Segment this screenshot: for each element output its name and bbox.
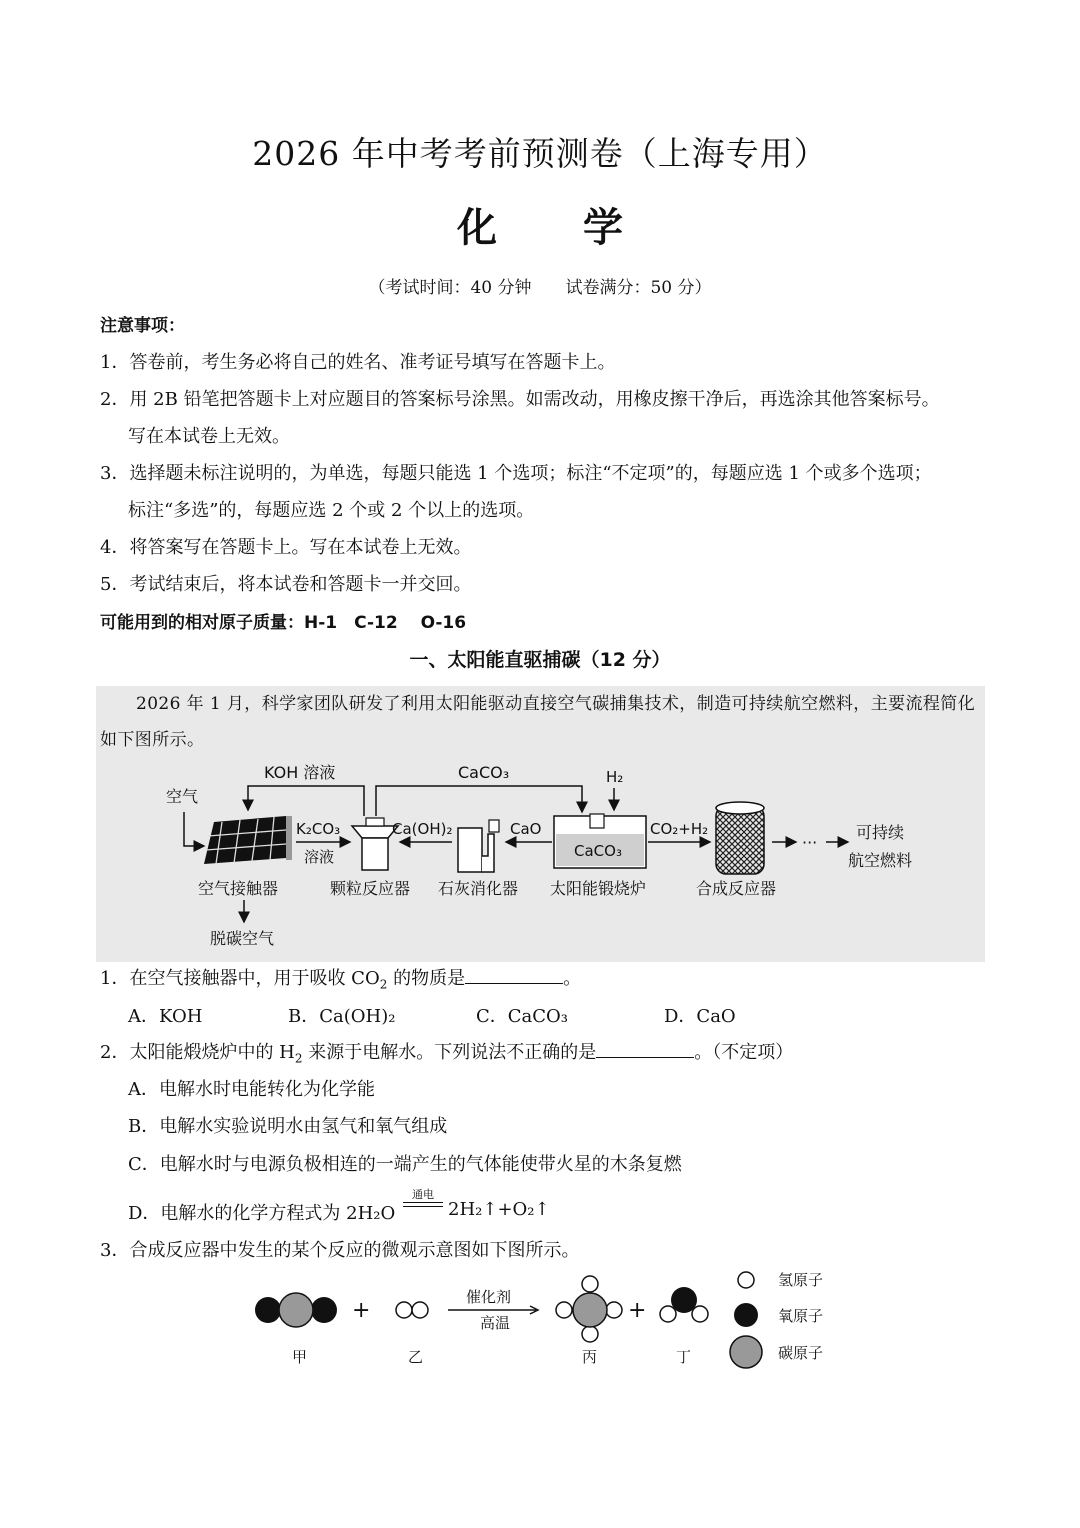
micro-reaction-diagram xyxy=(240,1266,860,1396)
molecule-bing xyxy=(556,1276,622,1342)
label-synthesis: 合成反应器 xyxy=(696,879,777,898)
lime-slaker-icon xyxy=(458,820,499,872)
exam-title: 2026 年中考考前预测卷（上海专用） xyxy=(252,134,828,173)
process-flow-diagram xyxy=(96,760,985,960)
label-solution: 溶液 xyxy=(304,848,335,866)
note-item-1: 1．答卷前，考生务必将自己的姓名、准考证号填写在答题卡上。 xyxy=(100,352,616,373)
label-koh: KOH 溶液 xyxy=(264,763,336,782)
arrow-caco3 xyxy=(376,786,582,816)
note-item-2: 2．用 2B 铅笔把答题卡上对应题目的答案标号涂黑。如需改动，用橡皮擦干净后，再选涂其他答案标号。 xyxy=(100,389,940,410)
arrow-koh-return xyxy=(248,786,364,816)
atom-legend xyxy=(730,1271,823,1368)
subject-title: 化 学 xyxy=(457,204,659,251)
molecule-ding xyxy=(660,1287,708,1322)
label-fuel-1: 可持续 xyxy=(856,823,905,842)
plus-1: + xyxy=(352,1298,371,1323)
legend-hydrogen: 氢原子 xyxy=(778,1271,824,1289)
molecule-yi xyxy=(396,1302,428,1318)
q2-equals-sign xyxy=(403,1202,443,1207)
note-item-3-cont: 标注“多选”的，每题应选 2 个或 2 个以上的选项。 xyxy=(128,500,535,521)
label-yi: 乙 xyxy=(408,1348,424,1366)
arrow-air-in xyxy=(184,812,204,846)
legend-hydrogen-icon xyxy=(738,1272,754,1288)
label-k2co3: K₂CO₃ xyxy=(296,820,341,838)
q2-option-b[interactable]: B．电解水实验说明水由氢气和氧气组成 xyxy=(128,1116,448,1137)
q2-products: 2H₂↑+O₂↑ xyxy=(448,1199,550,1220)
legend-oxygen-icon xyxy=(734,1303,758,1327)
question-2-stem: 2．太阳能煅烧炉中的 $H_2$ 来源于电解水。下列说法不正确的是 。（不定项） xyxy=(100,1042,794,1066)
label-h2: H₂ xyxy=(606,768,624,786)
exam-time-info: （考试时间：40 分钟 试卷满分：50 分） xyxy=(368,278,712,298)
label-caoh2: Ca(OH)₂ xyxy=(392,820,453,838)
q2-option-c[interactable]: C．电解水时与电源负极相连的一端产生的气体能使带火星的木条复燃 xyxy=(128,1154,682,1175)
note-item-3: 3．选择题未标注说明的，为单选，每题只能选 1 个选项；标注“不定项”的，每题应选 1 个或多个选项； xyxy=(100,463,932,484)
atomic-mass-info: 可能用到的相对原子质量：H-1 C-12 O-16 xyxy=(100,613,467,633)
label-co2h2: CO₂+H₂ xyxy=(650,820,709,838)
label-calciner: 太阳能锻烧炉 xyxy=(550,879,647,898)
label-catalyst: 催化剂 xyxy=(466,1288,512,1306)
question-3-stem: 3．合成反应器中发生的某个反应的微观示意图如下图所示。 xyxy=(100,1240,580,1261)
note-item-5: 5．考试结束后，将本试卷和答题卡一并交回。 xyxy=(100,574,472,595)
note-item-4: 4．将答案写在答题卡上。写在本试卷上无效。 xyxy=(100,537,472,558)
label-caco3-top: CaCO₃ xyxy=(458,763,510,782)
note-item-2-cont: 写在本试卷上无效。 xyxy=(128,426,290,447)
section-title: 一、太阳能直驱捕碳（12 分） xyxy=(409,649,671,671)
label-fuel-2: 航空燃料 xyxy=(848,851,913,870)
q1-option-a[interactable]: A．KOH xyxy=(128,1006,203,1027)
label-air: 空气 xyxy=(166,787,199,806)
label-air-contactor: 空气接触器 xyxy=(198,879,279,898)
label-ding: 丁 xyxy=(676,1348,692,1366)
q2-option-d[interactable]: D．电解水的化学方程式为 2H₂O xyxy=(128,1203,396,1224)
air-contactor-icon xyxy=(204,816,292,864)
plus-2: + xyxy=(628,1298,647,1323)
label-caco3-box: CaCO₃ xyxy=(574,842,622,860)
molecule-jia xyxy=(255,1293,337,1327)
label-slaker: 石灰消化器 xyxy=(438,879,519,898)
label-pellet-reactor: 颗粒反应器 xyxy=(330,879,411,898)
question-1-stem: 1．在空气接触器中，用于吸收 $CO_2$ 的物质是 。 xyxy=(100,968,582,992)
label-decarb-air: 脱碳空气 xyxy=(210,929,275,948)
legend-carbon: 碳原子 xyxy=(778,1344,824,1362)
label-temp: 高温 xyxy=(480,1314,511,1332)
label-bing: 丙 xyxy=(582,1348,598,1366)
q2-condition: 通电 xyxy=(412,1188,434,1201)
q2-option-a[interactable]: A．电解水时电能转化为化学能 xyxy=(128,1079,375,1100)
legend-oxygen: 氧原子 xyxy=(778,1307,824,1325)
synthesis-reactor-icon xyxy=(716,802,764,874)
notes-heading: 注意事项： xyxy=(100,316,185,336)
q1-option-c[interactable]: C．CaCO₃ xyxy=(476,1006,569,1027)
legend-carbon-icon xyxy=(730,1336,762,1368)
label-jia: 甲 xyxy=(292,1348,308,1366)
q1-option-d[interactable]: D．CaO xyxy=(664,1006,736,1027)
label-cao: CaO xyxy=(510,820,542,838)
q1-option-b[interactable]: B．Ca(OH)₂ xyxy=(288,1006,396,1027)
label-dots: ··· xyxy=(802,833,818,852)
intro-paragraph: 2026 年 1 月，科学家团队研发了利用太阳能驱动直接空气碳捕集技术，制造可持续航空燃料，主要流程简化如下图所示。 xyxy=(100,694,976,750)
